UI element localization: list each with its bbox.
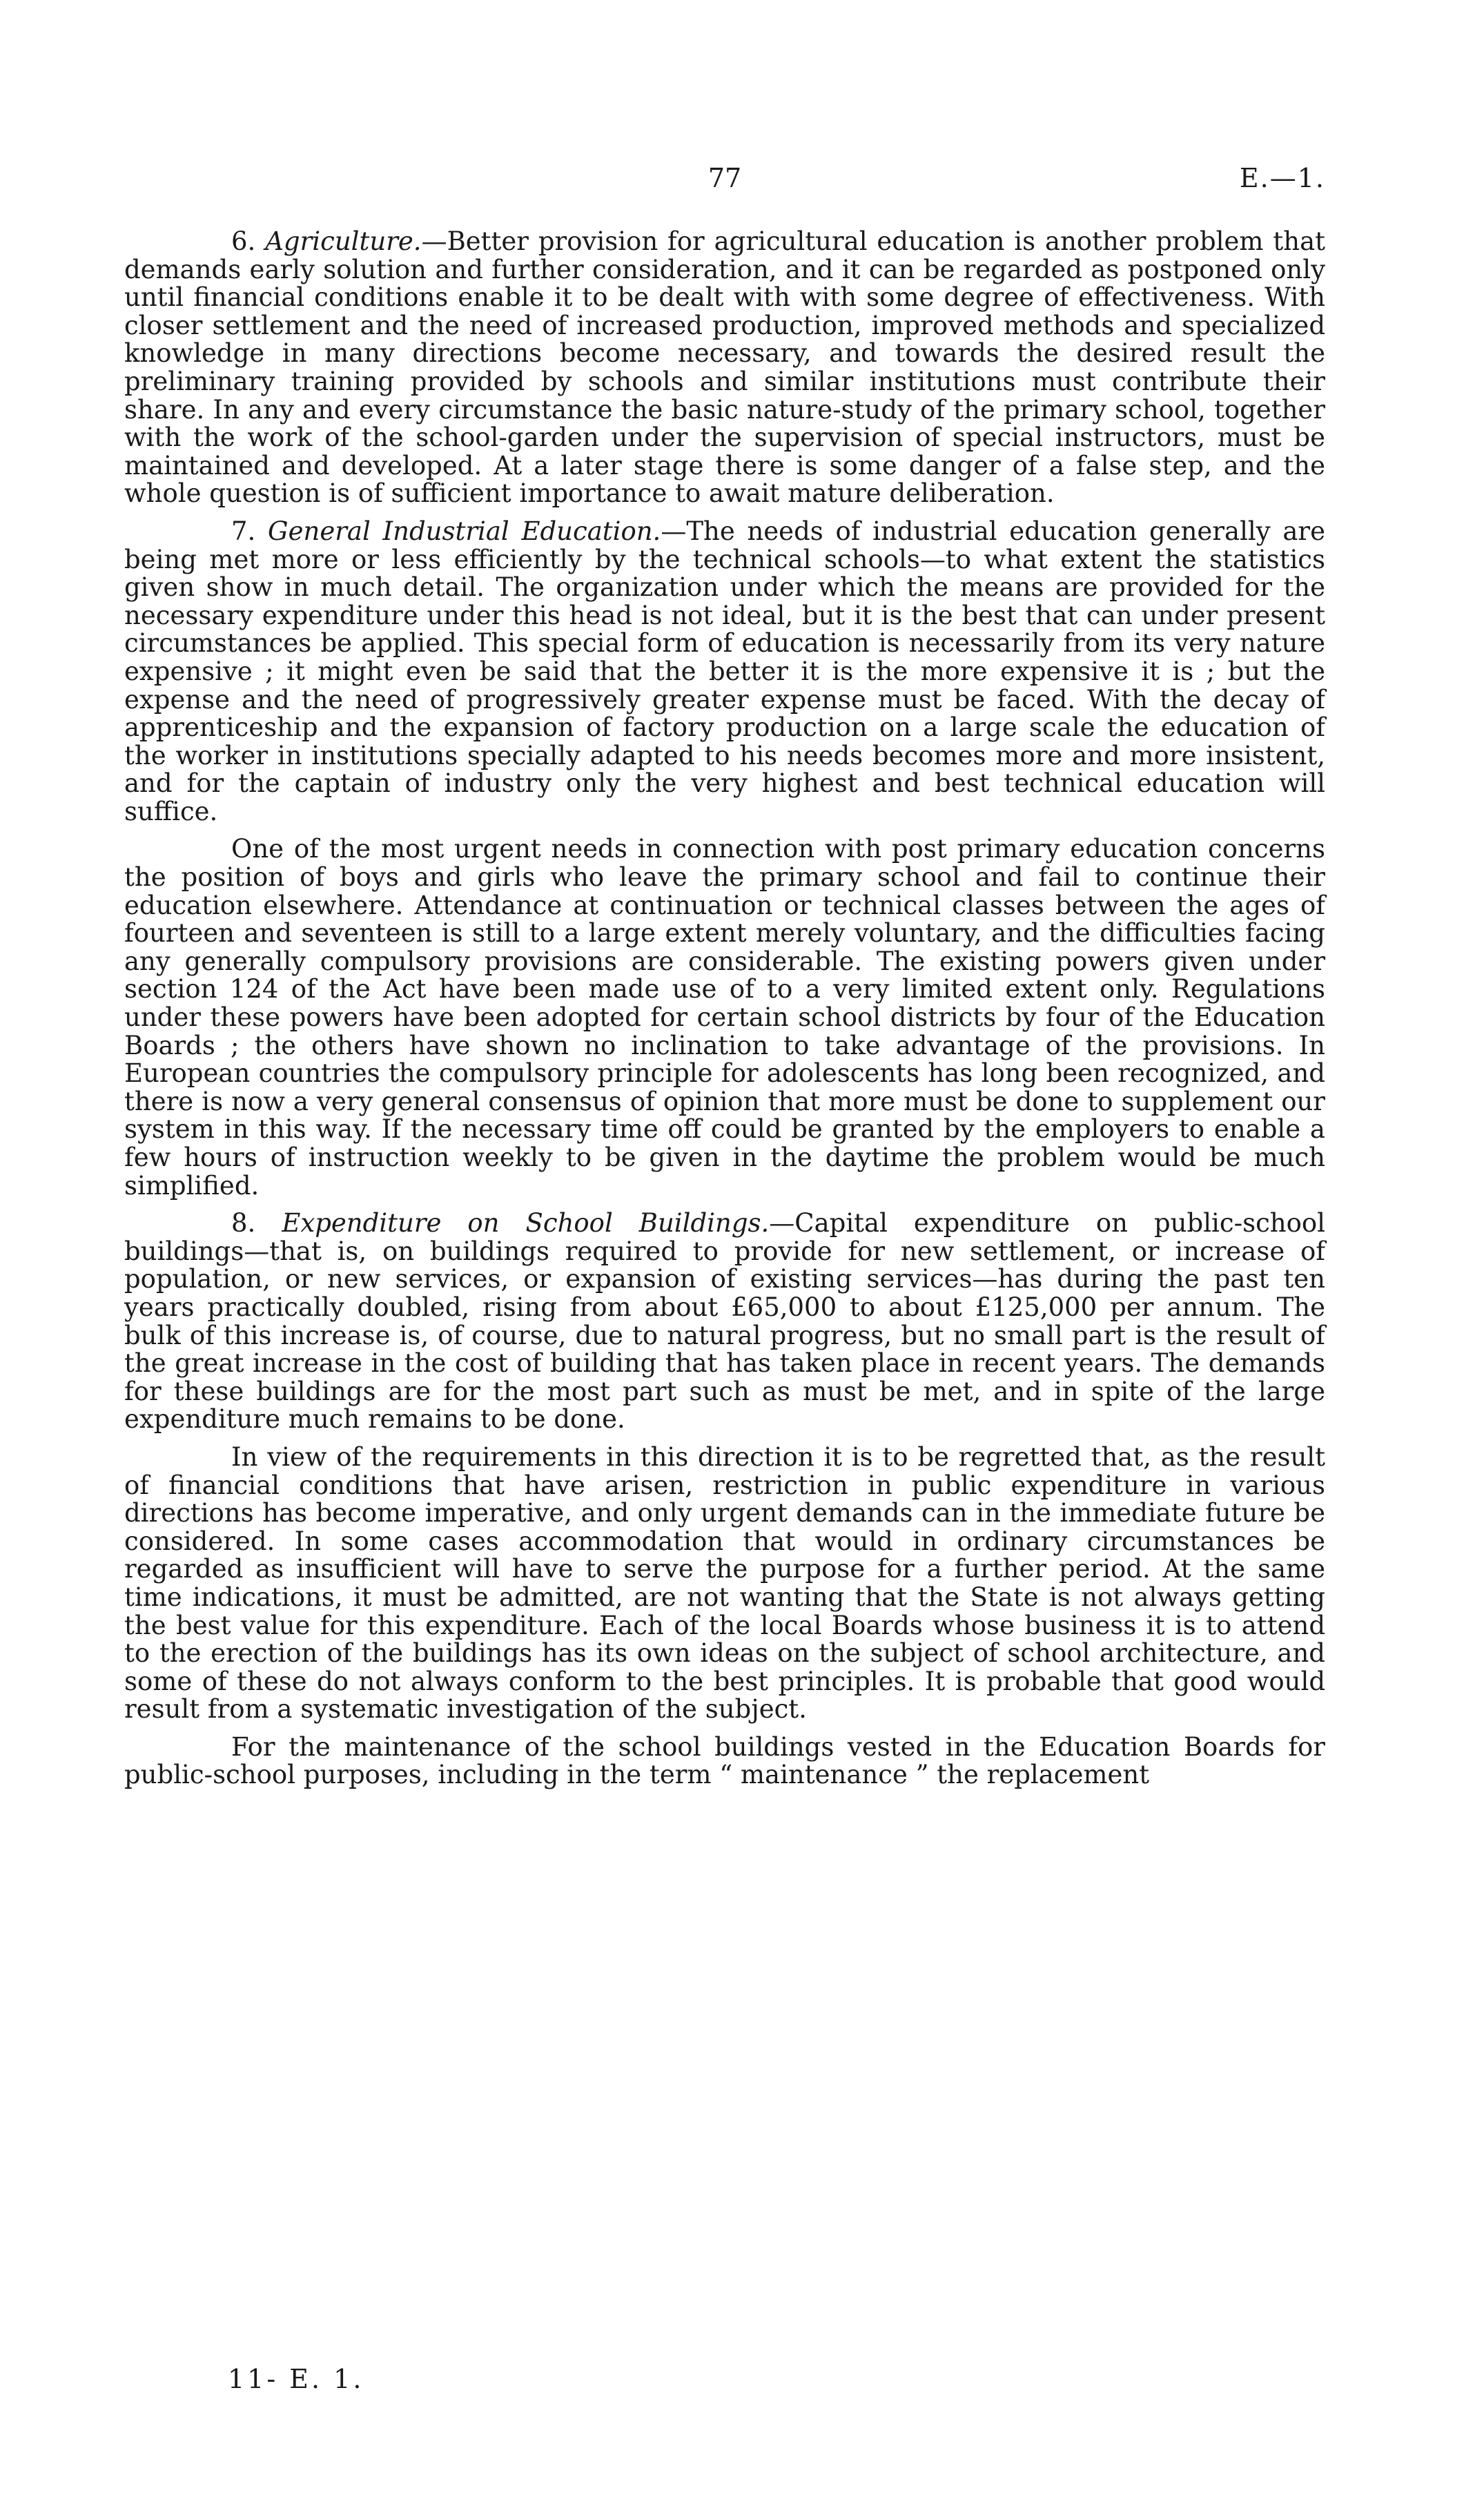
section-heading: Agriculture. [265,226,422,256]
paragraph-text: —Capital expenditure on public-school buildings—that is, on buildings required to provide for new settlement, or increase of population, or new services, or expansion of existing services—has during the past ten years practically doubled, rising from about £65,000 to about £125,000 per annum. The bulk of this increase is, of course, due to natural progress, but no small part is the result of the great increase in the cost of building that has taken place in recent years. The demands for these buildings are for the most part such as must be met, and in spite of the large expenditure much remains to be done. [124,1208,1326,1435]
paragraph-text: —Better provision for agricultural education is another problem that demands early solution and further consideration, and it can be regarded as postponed only until financial conditions enable it to be dealt with with some degree of effectiveness. With closer settlement and the need of increased production, improved methods and specialized knowledge in many directions become necessary, and towards the desired result the preliminary training provided by schools and similar institutions must contribute their share. In any and every circumstance the basic nature-study of the primary school, together with the work of the school-garden under the supervision of special instructors, must be maintained and developed. At a later stage there is some danger of a false step, and the whole question is of sufficient importance to await mature deliberation. [124,226,1325,509]
paragraph-general-industrial-education [124,518,1325,826]
body-text [124,228,1325,1799]
paragraph-financial-restriction [124,1441,1325,1725]
page-number: 77 [707,163,742,193]
section-number: 6. [231,226,256,256]
section-heading: Expenditure on School Buildings. [282,1208,770,1239]
paragraph-maintenance [124,1731,1325,1790]
signature-mark: 11- E. 1. [228,2364,364,2394]
page-header [124,157,1325,199]
paragraph-text: One of the most urgent needs in connection with post primary education concerns the position of boys and girls who leave the primary school and fail to continue their education elsewhere. Attendance at continuation or technical classes between the ages of fourteen and seventeen is still to a large extent merely voluntary, and the difficulties facing any generally compulsory provisions are considerable. The existing powers given under section 124 of the Act have been made use of to a very limited extent only. Regulations under these powers have been adopted for certain school districts by four of the Education Boards ; the others have shown no inclination to take advantage of the provisions. In European countries the compulsory principle for adolescents has long been recognized, and there is now a very general consensus of opinion that more must be done to supplement our system in this way. If the necessary time off could be granted by the employers to enable a few hours of instruction weekly to be given in the daytime the problem would be much simplified. [124,834,1325,1201]
section-number: 8. [231,1208,256,1239]
paragraph-agriculture [124,228,1325,508]
section-heading: General Industrial Education. [268,516,661,546]
paragraph-text: For the maintenance of the school buildings vested in the Education Boards for public-school purposes, including in the term “ maintenance ” the replacement [124,1731,1325,1790]
paragraph-text: —The needs of industrial education generally are being met more or less efficiently by the technical schools—to what extent the statistics given show in much detail. The organization under which the means are provided for the necessary expenditure under this head is not ideal, but it is the best that can under present circumstances be applied. This special form of education is necessarily from its very nature expensive ; it might even be said that the better it is the more expensive it is ; but the expense and the need of progressively greater expense must be faced. With the decay of apprenticeship and the expansion of factory production on a large scale the education of the worker in institutions specially adapted to his needs becomes more and more insistent, and for the captain of industry only the very highest and best technical education will suffice. [124,516,1325,826]
paragraph-expenditure-school-buildings [124,1210,1325,1434]
paragraph-post-primary-education [124,835,1325,1200]
section-number: 7. [231,516,256,546]
document-reference: E.—1. [1239,163,1325,193]
paragraph-text: In view of the requirements in this direction it is to be regretted that, as the result of financial conditions that have arisen, restriction in public expenditure in various directions has become imperative, and only urgent demands can in the immediate future be considered. In some cases accommodation that would in ordinary circumstances be regarded as insufficient will have to serve the purpose for a further period. At the same time indications, it must be admitted, are not wanting that the State is not always getting the best value for this expenditure. Each of the local Boards whose business it is to attend to the erection of the buildings has its own ideas on the subject of school architecture, and some of these do not always conform to the best principles. It is probable that good would result from a systematic investigation of the subject. [124,1441,1325,1725]
